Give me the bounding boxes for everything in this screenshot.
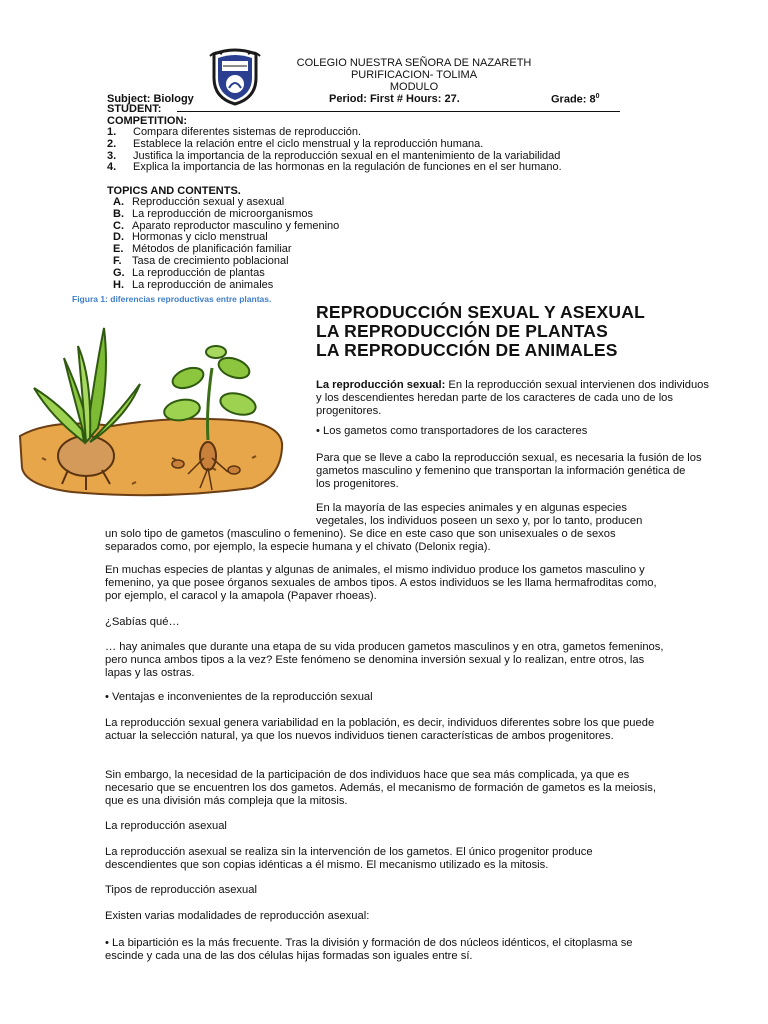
topic-item: A. Reproducción sexual y asexual — [113, 196, 285, 208]
competition-item: 4. Explica la importancia de las hormonas en la regulación de funciones en el ser humano. — [107, 161, 562, 174]
competition-item: 1. Compara diferentes sistemas de reproducción. — [107, 126, 362, 138]
competition-item: 3. Justifica la importancia de la reproducción sexual en el mantenimiento de la variabilidad — [107, 149, 561, 162]
topic-item: C. Aparato reproductor masculino y femenino — [113, 219, 340, 232]
paragraph-sexual-reproduction: La reproducción sexual: En la reproducción sexual intervienen dos individuos y los descendientes heredan parte de los caracteres de cada uno de los progenitores. — [316, 379, 709, 417]
document-type: MODULO — [389, 81, 439, 93]
asexual-types-heading: Tipos de reproducción asexual — [105, 884, 257, 896]
topic-item: F. Tasa de crecimiento poblacional — [113, 254, 289, 267]
paragraph-asexual: La reproducción asexual se realiza sin la intervención de los gametos. El único progenitor produce descendientes que son copias idénticas a él mismo. El mecanismo utilizado es la mitosis. — [105, 846, 593, 871]
asexual-heading: La reproducción asexual — [105, 820, 227, 832]
main-title-3: LA REPRODUCCIÓN DE ANIMALES — [316, 340, 618, 360]
student-label: STUDENT: — [107, 103, 162, 115]
bullet-advantages: • Ventajas e inconvenientes de la reproducción sexual — [105, 691, 373, 703]
plants-illustration — [12, 318, 288, 498]
paragraph-hermaphrodite: En muchas especies de plantas y algunas de animales, el mismo individuo produce los gametos masculino y femenino, ya que posee órganos sexuales de ambos tipos. A estos individuos se les llama hermafroditas como, por ejemplo, el caracol y la amapola (Papaver rhoeas). — [105, 564, 657, 602]
topics-list — [113, 197, 513, 291]
school-city: PURIFICACION- TOLIMA — [350, 69, 478, 81]
did-you-know-heading: ¿Sabías qué… — [105, 616, 180, 628]
topic-item: D. Hormonas y ciclo menstrual — [113, 231, 268, 244]
school-name: COLEGIO NUESTRA SEÑORA DE NAZARETH — [296, 57, 532, 69]
topic-item: H. La reproducción de animales — [113, 278, 274, 291]
topic-item: E. Métodos de planificación familiar — [113, 243, 292, 256]
competition-heading: COMPETITION: — [107, 115, 188, 127]
topic-item: G. La reproducción de plantas — [113, 266, 265, 279]
topics-heading: TOPICS AND CONTENTS. — [107, 185, 241, 197]
paragraph-disadvantages: Sin embargo, la necesidad de la participación de dos individuos hace que sea más complicada, ya que es necesario que se encuentren los dos gametos. Además, el mecanismo de formación de gametos es la meiosis, que es una división más compleja que la mitosis. — [105, 769, 656, 807]
bullet-bipartition: • La bipartición es la más frecuente. Tras la división y formación de dos núcleos idénticos, el citoplasma se escinde y cada una de las dos células hijas formadas son iguales entre sí. — [105, 937, 633, 962]
paragraph-majority-line2: vegetales, los individuos poseen un sexo y, por lo tanto, producen — [316, 515, 643, 527]
subject-label: Subject: Biology — [107, 93, 194, 105]
main-title-1: REPRODUCCIÓN SEXUAL Y ASEXUAL — [316, 302, 645, 322]
topic-item: B. La reproducción de microorganismos — [113, 207, 313, 220]
student-name-line — [177, 111, 620, 112]
competitions-list — [107, 127, 667, 174]
paragraph-unisexual: un solo tipo de gametos (masculino o femenino). Se dice en este caso que son unisexuales o de sexos separados como, por ejemplo, la especie humana y el chivato (Delonix regia). — [105, 528, 616, 553]
bullet-gametes: • Los gametos como transportadores de los caracteres — [316, 425, 588, 437]
period-label: Period: First # Hours: 27. — [329, 93, 460, 105]
paragraph-majority-line1: En la mayoría de las especies animales y en algunas especies — [316, 502, 627, 514]
paragraph-variability: La reproducción sexual genera variabilidad en la población, es decir, individuos diferentes sobre los que puede actuar la selección natural, ya que los nuevos individuos tienen características de ambos progenitores. — [105, 717, 655, 742]
paragraph-sex-inversion: … hay animales que durante una etapa de su vida producen gametos masculinos y en otra, gametos femeninos, pero nunca ambos tipos a la vez? Este fenómeno se denomina inversión sexual y lo realizan, entre otros, las lapas y las ostras. — [105, 641, 664, 679]
figure-caption: Figura 1: diferencias reproductivas entre plantas. — [72, 294, 272, 304]
paragraph-fusion: Para que se lleve a cabo la reproducción sexual, es necesaria la fusión de los gametos masculino y femenino que transportan la información genética de los progenitores. — [316, 452, 702, 490]
paragraph-modalities: Existen varias modalidades de reproducción asexual: — [105, 910, 370, 922]
competition-item: 2. Establece la relación entre el ciclo menstrual y la reproducción humana. — [107, 137, 484, 150]
grade-label: Grade: $8^0$ — [551, 93, 600, 106]
main-title-2: LA REPRODUCCIÓN DE PLANTAS — [316, 321, 609, 341]
